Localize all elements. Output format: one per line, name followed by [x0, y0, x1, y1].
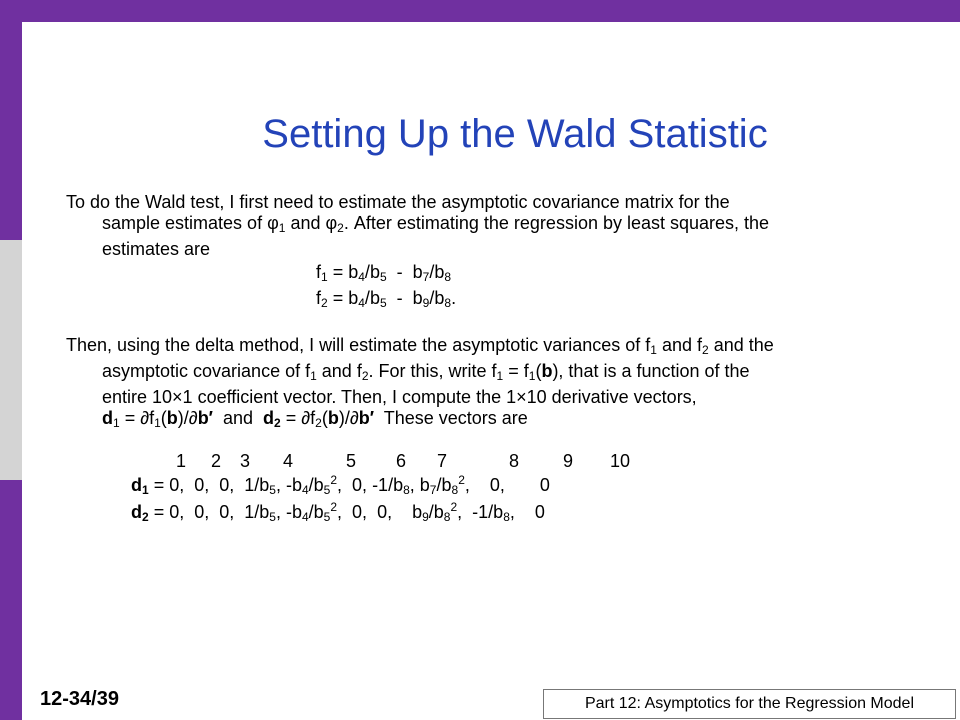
intro-line-2: sample estimates of $\varphi_1$ and $\varphi_2$. After estimating the regression by least squares, the: [102, 213, 770, 235]
column-header: 9: [563, 451, 574, 471]
column-header: 10: [610, 451, 631, 471]
equation-f1: $f_1 = b_4/b_5 - b_7/b_8$: [316, 262, 452, 284]
left-accent-bar: [0, 22, 22, 720]
sidebar-segment-top: [0, 22, 22, 240]
column-header: 4: [283, 451, 294, 471]
slide-title: Setting Up the Wald Statistic: [262, 112, 768, 156]
intro-line-3: estimates are: [102, 239, 211, 259]
intro-paragraph: [66, 192, 916, 260]
column-header: 3: [240, 451, 251, 471]
delta-method-paragraph: [66, 335, 916, 434]
derivative-vector-d1: $d_1 = 0$, 0, 0, $1/b_5$, $-b_4/b_5^2$, 0, $-1/b_8$, $b_7/b_8^2$, 0, 0: [131, 473, 550, 497]
column-header: 2: [211, 451, 222, 471]
equation-f2: $f_2 = b_4/b_5 - b_9/b_8$.: [316, 288, 457, 310]
derivative-vector-d2: $d_2 = 0$, 0, 0, $1/b_5$, $-b_4/b_5^2$, 0, 0, $b_9/b_8^2$, $-1/b_8$, 0: [131, 500, 545, 524]
column-header: 8: [509, 451, 520, 471]
page-number: 12-34/39: [40, 688, 119, 710]
delta-line-4: $d_1 = \partial f_1(b)/\partial b'$ and $d_2 = \partial f_2(b)/\partial b'$ These vectors are: [102, 408, 528, 430]
column-header: 1: [176, 451, 187, 471]
intro-line-1: To do the Wald test, I first need to estimate the asymptotic covariance matrix for the: [66, 192, 730, 212]
delta-line-3: entire 10×1 coefficient vector. Then, I compute the 1×10 derivative vectors,: [102, 387, 697, 407]
top-accent-bar: [0, 0, 960, 22]
column-header: 5: [346, 451, 357, 471]
column-header: 6: [396, 451, 407, 471]
sidebar-segment-middle: [0, 240, 22, 480]
delta-line-2: asymptotic covariance of $f_1$ and $f_2$. For this, write $f_1 = f_1(b)$, that is a function of the: [102, 361, 750, 383]
delta-line-1: Then, using the delta method, I will estimate the asymptotic variances of $f_1$ and $f_2$ and the: [66, 335, 774, 357]
footer-course-label: Part 12: Asymptotics for the Regression Model: [543, 689, 956, 719]
sidebar-segment-bottom: [0, 480, 22, 720]
column-header: 7: [437, 451, 448, 471]
